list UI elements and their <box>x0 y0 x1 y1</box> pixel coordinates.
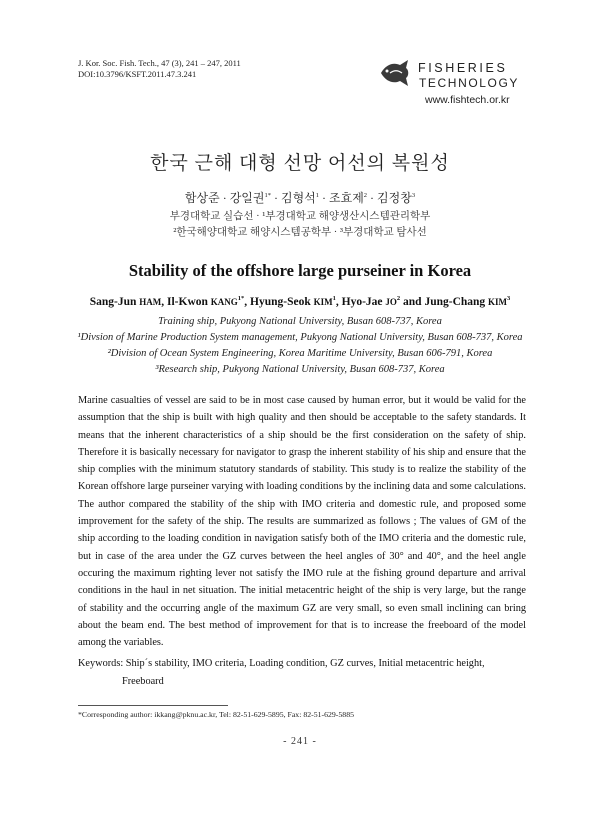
english-authors: Sang-Jun HAM, Il-Kwon $KANG^{1*}$, Hyung-Seok KIM$^1$, Hyo-Jae $JO^2$ and Jung-Chang KIM$^3$ <box>89 295 511 308</box>
journal-url[interactable]: www.fishtech.or.kr <box>425 94 510 106</box>
keywords <box>78 655 526 690</box>
author-given: Hyung-Seok <box>250 296 311 308</box>
journal-doi: DOI:10.3796/KSFT.2011.47.3.241 <box>78 69 197 79</box>
fish-logo-icon <box>378 56 414 90</box>
journal-header <box>78 58 241 80</box>
author-family: KIM <box>313 297 333 307</box>
logo-fisheries: FISHERIES <box>418 61 508 75</box>
journal-logo <box>378 56 528 112</box>
author-given: Sang-Jun <box>89 296 137 308</box>
author-sup: 2 <box>396 295 401 303</box>
keywords-text: Ship´s stability, IMO criteria, Loading condition, GZ curves, Initial metacentric height, <box>125 658 485 669</box>
ko-author-1: 함상준 <box>184 191 220 205</box>
author-sup: 1* <box>237 295 245 303</box>
korean-title: 한국 근해 대형 선망 어선의 복원성 <box>150 153 450 174</box>
author-family: JO <box>385 297 397 307</box>
footnote-divider <box>78 705 228 706</box>
keywords-continuation: Freeboard <box>122 675 164 687</box>
corresponding-author-footnote: *Corresponding author: ikkang@pknu.ac.kr, Tel: 82-51-629-5895, Fax: 82-51-629-5885 <box>78 710 354 719</box>
journal-citation: J. Kor. Soc. Fish. Tech., 47 (3), 241 – 247, 2011 <box>78 58 241 68</box>
author-sup: 3 <box>507 295 511 303</box>
author-given: Jung-Chang <box>424 296 486 308</box>
korean-affiliation-1: 부경대학교 실습선 · ¹부경대학교 해양생산시스템관리학부 <box>169 211 431 222</box>
korean-authors: 함상준 · 강일권$^{1*}$ · 김형석$^1$ · 조효제$^2$ · 김정창$^3$ <box>184 191 416 205</box>
english-affiliation-2: ¹Divsion of Marine Production System management, Pukyong National University, Busan 608-737, Korea <box>77 332 523 343</box>
author-sup: 1 <box>332 295 336 303</box>
ko-author-5: 김정창 <box>377 191 412 205</box>
keywords-label: Keywords: <box>78 658 124 669</box>
logo-technology: TECHNOLOGY <box>419 76 520 90</box>
author-family: HAM <box>139 297 162 307</box>
ko-author-4: 조효제 <box>329 191 364 205</box>
english-affiliation-3: ²Division of Ocean System Engineering, Korea Maritime University, Busan 606-791, Korea <box>107 348 493 359</box>
english-title: Stability of the offshore large purseiner in Korea <box>128 261 472 280</box>
author-given: Hyo-Jae <box>341 296 383 308</box>
page-number: - 241 - <box>283 736 317 747</box>
korean-affiliation-2: ²한국해양대학교 해양시스템공학부 · ³부경대학교 탐사선 <box>173 227 427 238</box>
english-affiliation-4: ³Research ship, Pukyong National University, Busan 608-737, Korea <box>155 364 445 375</box>
ko-author-2: 강일권 <box>229 191 265 205</box>
author-given: Il-Kwon <box>167 296 208 308</box>
ko-author-3: 김형석 <box>280 191 316 205</box>
author-family: KANG <box>210 297 238 307</box>
english-affiliation-1: Training ship, Pukyong National University, Busan 608-737, Korea <box>158 316 442 327</box>
abstract: Marine casualties of vessel are said to be in most case caused by human error, but it would be valid for the assumption that the ship is built with high quality and then should be acceptable to the safety standards. It means that the inherent characteristics of a ship should be the first consideration on the safety of ship. Therefore it is basically necessary for navigator to grasp the inherent stability of his ship and ensure that the ship complies with the minimum statutory standards of stability. This study is to realize the stability of the Korean offshore large purseiner varying with loading conditions by the inclining data and some calculations. The author compared the stability of the ship with IMO criteria and domestic rule, and proposed some improvement for the safety of the ship. The results are summarized as follows ; The values of GM of the ship according to the loading condition in navigation satisfy both of the IMO criteria and the domestic rule, but in case of the area under the GZ curves between the heel angles of 30° and 40°, and the heel angle occuring the maximum righting lever not satisfy the IMO rule at the fishing ground departure and arrival conditions in the haul in net situation. The initial metacentric height of the ship is very large, but the range of stability and the occurring angle of the maximum GZ are very small, so even small inclining can bring about the beam end. The best method of improvement for that is to increase the freeboard of the model among the variables. <box>78 395 526 649</box>
author-family: KIM <box>488 297 508 307</box>
